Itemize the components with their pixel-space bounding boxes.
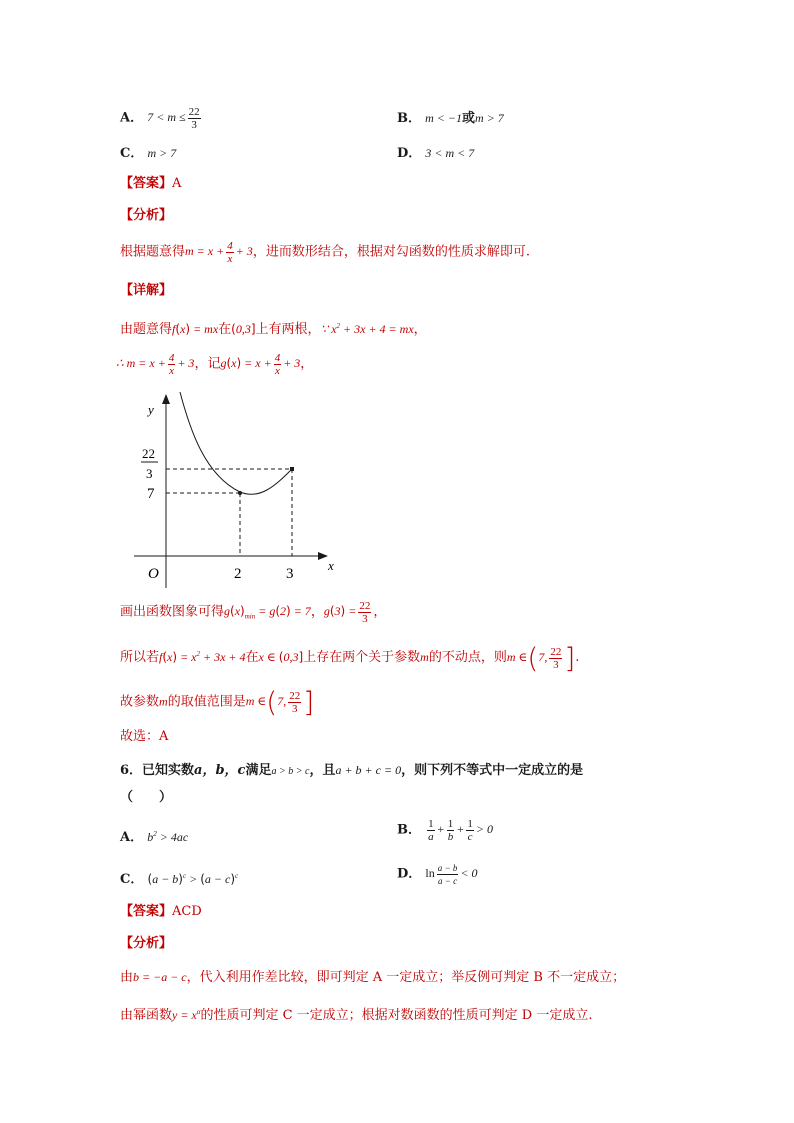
q5-choose: 故选：A [120,729,169,744]
q5-answer [120,174,181,194]
y-axis-label: y [148,402,154,417]
option-label: D． [397,146,422,161]
y-tick-3: 3 [146,466,153,481]
q6-paren: （ ） [120,790,173,805]
q5-option-b: B． m < −1或m > 7 [397,111,504,126]
q6-option-c: C． $(a - b)^c > (a - c)^c$ [120,872,239,887]
q5-option-a [120,106,203,136]
answer-value: A [172,176,182,191]
option-label: B． [397,111,421,126]
q5-detail-label: 【详解】 [120,283,173,298]
option-label: C． [120,872,144,887]
q5-analysis-text: 根据题意得m = x + $\frac{4}{x}$ + 3，进而数形结合，根据对勾函数的性质求解即可. [120,240,530,265]
answer-value: ACD [172,904,202,919]
q5-option-c: C． m > 7 [120,146,177,161]
curve-g [180,392,292,494]
function-graph [130,390,350,590]
q5-line5: 故参数m的取值范围是m ∈(7, $\frac{22}{3}$ ] [120,685,315,719]
option-label: A． [120,110,144,126]
q6-answer [120,902,202,922]
option-label: A． [120,830,144,845]
q5-option-d: D． 3 < m < 7 [397,146,475,161]
q6-stem: 6．已知实数a，b，c满足a > b > c，且a + b + c = 0，则下列不等式中一定成立的是 [120,763,584,778]
y-tick-7: 7 [147,486,155,502]
q6-analysis-line1: 由b = −a − c，代入利用作差比较，即可判定 A 一定成立；举反例可判定 B 不一定成立； [120,970,626,985]
q5-line4: 所以若$f(x) = x^2 + 3x + 4$在x ∈ (0,3]上存在两个关于参数m的不动点，则m ∈(7, $\frac{22}{3}$ ]. [120,641,580,675]
x-axis-label: x [328,558,334,573]
q5-detail-line1: 由题意得f(x) = mx在(0,3]上有两根，∵ $x^2 + 3x + 4$ = mx， [120,322,427,337]
x-tick-2: 2 [234,566,242,582]
q6-option-b: B． $\frac{1}{a}$ + $\frac{1}{b}$ + $\frac{1}{c}$ > 0 [397,818,493,843]
option-label: B． [397,822,421,838]
q6-option-a: A． $b^2 > 4ac$ [120,830,189,845]
option-label: D． [397,866,422,882]
math-expr: m = x + $\frac{4}{x}$ + 3 [185,240,253,265]
y-tick-22: 22 [142,446,155,461]
q6-option-d: D． ln $\frac{a - b}{a - c}$ < 0 [397,863,478,886]
math-expr: 7 < m ≤ $\frac{22}{3}$ [147,106,200,131]
y-axis-arrow [162,394,170,404]
answer-label: 【答案】 [120,176,173,191]
answer-label: 【答案】 [120,904,173,919]
end-point [290,467,294,471]
min-point [238,491,242,495]
q5-detail-line2: ∴ m = x + $\frac{4}{x}$ + 3，记g(x) = x + $\frac{4}{x}$ + 3， [116,352,314,377]
x-axis-arrow [318,552,328,560]
x-tick-3: 3 [286,566,294,582]
option-label: C． [120,146,144,161]
q5-analysis-label: 【分析】 [120,208,173,223]
q5-line3: 画出函数图象可得$g(x)_{min} = g(2) = 7$，g(3) = $\frac{22}{3}$ ， [120,600,387,625]
q6-analysis-label: 【分析】 [120,936,173,951]
origin-label: O [148,566,159,582]
or-word: 或 [462,111,476,126]
q6-analysis-line2: 由幂函数$y = x^\alpha$的性质可判定 C 一定成立；根据对数函数的性质可判定 D 一定成立. [120,1008,593,1023]
